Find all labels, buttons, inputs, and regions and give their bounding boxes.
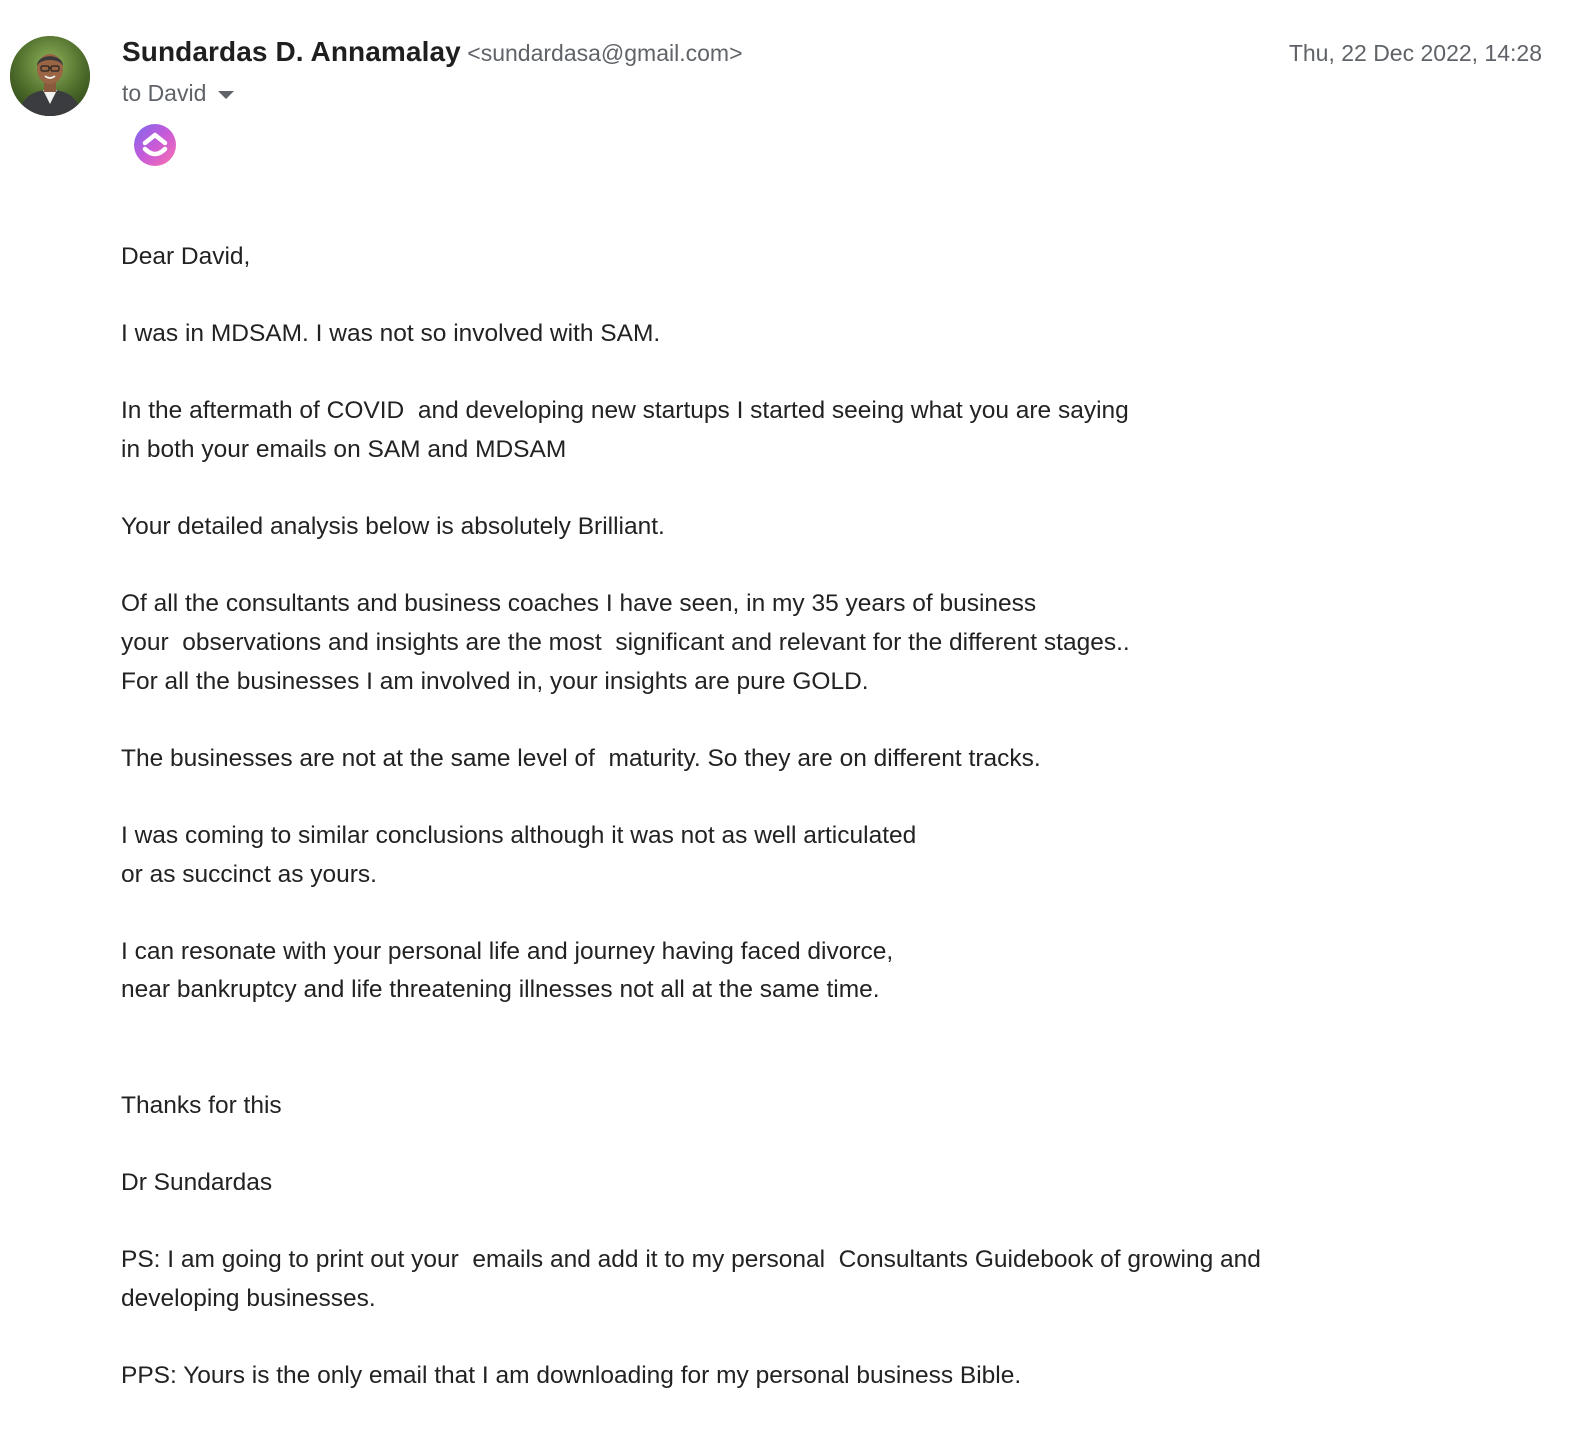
paragraph-5: The businesses are not at the same level of maturity. So they are on different tracks. <box>121 744 1041 772</box>
paragraph-1: I was in MDSAM. I was not so involved with SAM. <box>121 320 661 348</box>
signature: Dr Sundardas <box>121 1169 273 1197</box>
sender-avatar[interactable] <box>10 36 90 116</box>
postscript-line-2: developing businesses. <box>121 1285 376 1313</box>
paragraph-7-line-2: near bankruptcy and life threatening illnesses not all at the same time. <box>121 976 880 1004</box>
post-postscript: PPS: Yours is the only email that I am downloading for my personal business Bible. <box>121 1362 1022 1390</box>
sender-email: <sundardasa@gmail.com> <box>467 40 743 66</box>
paragraph-3: Your detailed analysis below is absolutely Brilliant. <box>121 513 665 541</box>
paragraph-6-line-1: I was coming to similar conclusions although it was not as well articulated <box>121 821 917 849</box>
postscript-line-1: PS: I am going to print out your emails and add it to my personal Consultants Guidebook of growing and <box>121 1246 1261 1274</box>
recipient-label: to David <box>122 80 207 106</box>
clickup-logo-graphic <box>132 122 178 168</box>
email-body <box>121 238 1541 1396</box>
recipient-details-toggle[interactable] <box>122 80 234 107</box>
closing-thanks: Thanks for this <box>121 1092 282 1120</box>
email-date: Thu, 22 Dec 2022, 14:28 <box>1288 40 1542 66</box>
paragraph-7-line-1: I can resonate with your personal life and journey having faced divorce, <box>121 937 894 965</box>
paragraph-4-line-1: Of all the consultants and business coaches I have seen, in my 35 years of business <box>121 590 1037 618</box>
chevron-down-icon[interactable] <box>218 91 234 99</box>
sender-line <box>122 36 743 68</box>
paragraph-4-line-2: your observations and insights are the most significant and relevant for the different stages.. <box>121 628 1130 656</box>
paragraph-4-line-3: For all the businesses I am involved in, your insights are pure GOLD. <box>121 667 869 695</box>
paragraph-6-line-2: or as succinct as yours. <box>121 860 377 888</box>
paragraph-2-line-2: in both your emails on SAM and MDSAM <box>121 435 567 463</box>
sender-name[interactable]: Sundardas D. Annamalay <box>122 36 461 67</box>
clickup-logo-icon[interactable] <box>132 122 178 168</box>
avatar-photo <box>10 36 90 116</box>
paragraph-2-line-1: In the aftermath of COVID and developing new startups I started seeing what you are saying <box>121 397 1129 425</box>
greeting: Dear David, <box>121 243 251 270</box>
